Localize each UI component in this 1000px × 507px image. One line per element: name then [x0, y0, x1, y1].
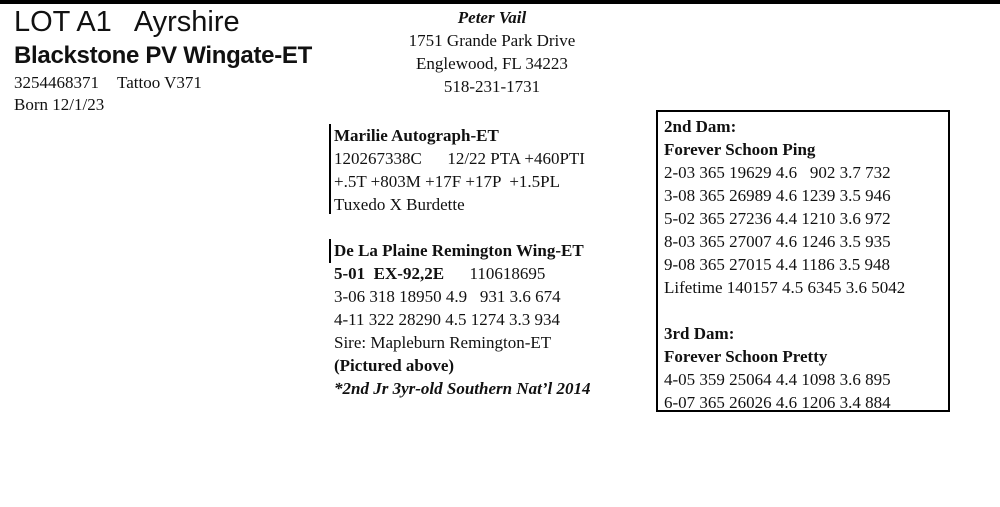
- top-rule: [0, 0, 1000, 4]
- consignor-address-line1: 1751 Grande Park Drive: [408, 31, 576, 50]
- sire-name: Marilie Autograph-ET: [334, 126, 499, 145]
- second-dam-record: 3-08 365 26989 4.6 1239 3.5 946: [664, 186, 891, 205]
- sire-line-3: Tuxedo X Burdette: [334, 195, 465, 214]
- dam-bracket: [329, 239, 331, 263]
- spacer: [664, 299, 948, 322]
- sire-line-2: +.5T +803M +17F +17P +1.5PL: [334, 172, 560, 191]
- second-dam-name: Forever Schoon Ping: [664, 140, 816, 159]
- consignor-phone: 518-231-1731: [443, 77, 541, 96]
- third-dam-heading: 3rd Dam:: [664, 324, 735, 343]
- second-dam-record: 2-03 365 19629 4.6 902 3.7 732: [664, 163, 891, 182]
- third-dam-record: 4-05 359 25064 4.4 1098 3.6 895: [664, 370, 891, 389]
- maternal-dams-box: [656, 110, 950, 412]
- sire-bracket: [329, 124, 331, 214]
- dam-classification: 5-01 EX-92,2E: [334, 264, 445, 283]
- registration-number: 3254468371: [14, 73, 99, 92]
- third-dam-record: 6-07 365 26026 4.6 1206 3.4 884: [664, 393, 891, 412]
- dam-record-2: 4-11 322 28290 4.5 1274 3.3 934: [334, 310, 561, 329]
- second-dam-lifetime: Lifetime 140157 4.5 6345 3.6 5042: [664, 278, 906, 297]
- lot-heading: [14, 5, 240, 39]
- dam-pictured-note: (Pictured above): [334, 356, 455, 375]
- dam-award: *2nd Jr 3yr-old Southern Nat’l 2014: [334, 379, 591, 398]
- dam-registration: 110618695: [469, 264, 546, 283]
- dam-sire: Sire: Mapleburn Remington-ET: [334, 333, 552, 352]
- consignor-address-line2: Englewood, FL 34223: [416, 54, 568, 73]
- animal-name: Blackstone PV Wingate-ET: [14, 42, 312, 69]
- dam-name: De La Plaine Remington Wing-ET: [334, 241, 584, 260]
- consignor-name: Peter Vail: [457, 8, 527, 27]
- second-dam-record: 8-03 365 27007 4.6 1246 3.5 935: [664, 232, 891, 251]
- dam-classification-line: [334, 262, 644, 285]
- dam-record-1: 3-06 318 18950 4.9 931 3.6 674: [334, 287, 561, 306]
- consignor-block: [392, 6, 592, 98]
- birth-date: Born 12/1/23: [14, 95, 105, 114]
- tattoo: Tattoo V371: [117, 73, 202, 92]
- second-dam-heading: 2nd Dam:: [664, 117, 737, 136]
- animal-ids: [14, 72, 202, 94]
- spacer: [334, 216, 644, 239]
- sire-line-1: 120267338C 12/22 PTA +460PTI: [334, 149, 585, 168]
- lot-number: LOT A1: [14, 6, 112, 38]
- second-dam-record: 5-02 365 27236 4.4 1210 3.6 972: [664, 209, 891, 228]
- second-dam-record: 9-08 365 27015 4.4 1186 3.5 948: [664, 255, 891, 274]
- third-dam-name: Forever Schoon Pretty: [664, 347, 828, 366]
- lot-breed: Ayrshire: [133, 6, 240, 38]
- pedigree-block: [334, 124, 644, 400]
